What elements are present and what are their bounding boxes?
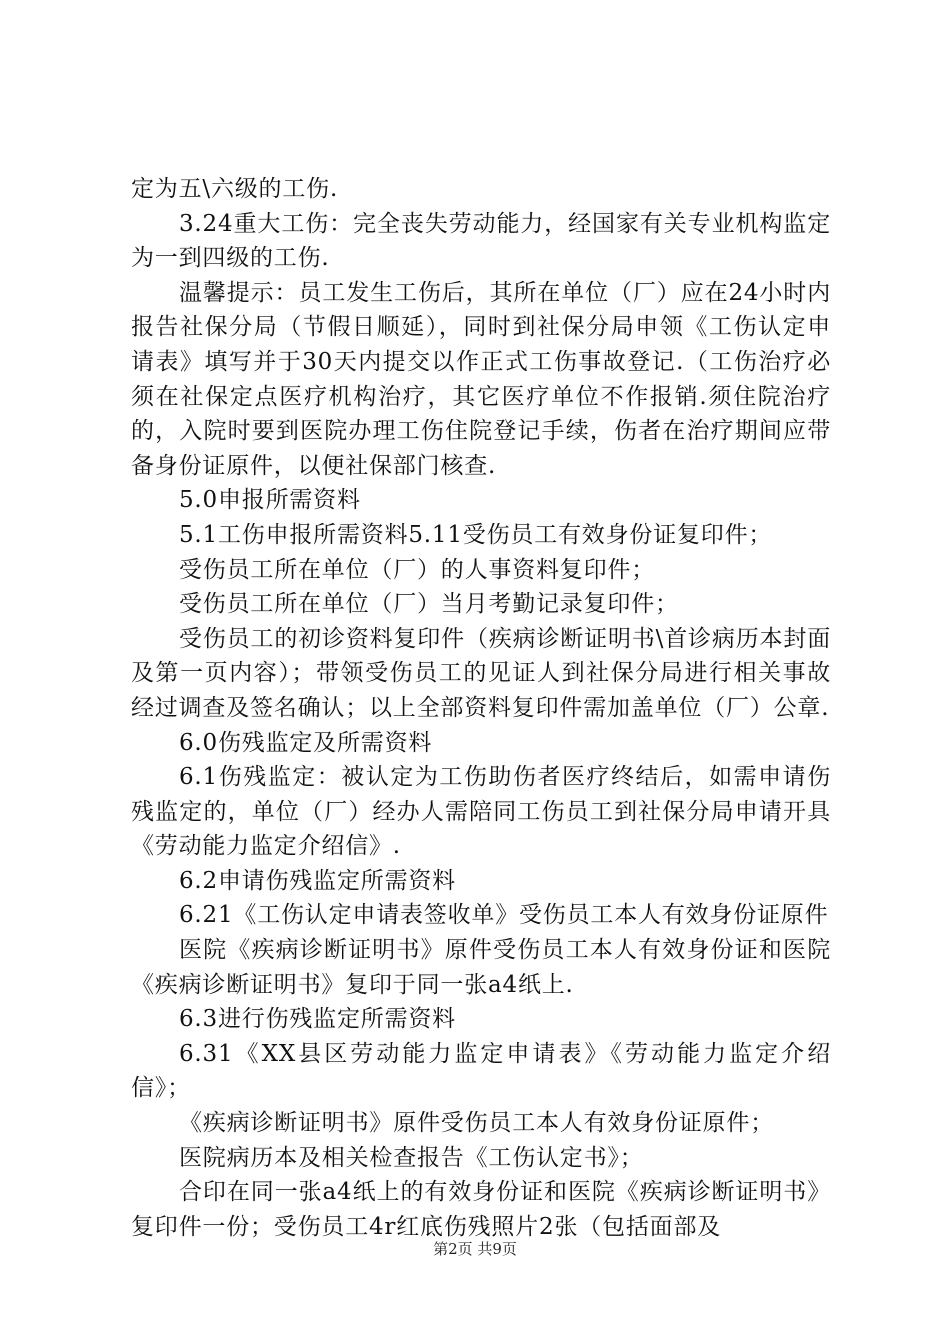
- paragraph: 受伤员工所在单位（厂）当月考勤记录复印件；: [179, 591, 679, 618]
- document-body: [131, 172, 831, 1244]
- paragraph: 医院《疾病诊断证明书》原件受伤员工本人有效身份证和医院《疾病诊断证明书》复印于同一张a4纸上.: [131, 937, 831, 998]
- page-number: 第2页 共9页: [433, 1240, 517, 1258]
- paragraph: 5.1工伤申报所需资料5.11受伤员工有效身份证复印件；: [179, 521, 773, 548]
- paragraph: 合印在同一张a4纸上的有效身份证和医院《疾病诊断证明书》复印件一份；受伤员工4r红底伤残照片2张（包括面部及: [131, 1179, 831, 1240]
- paragraph: 6.21《工伤认定申请表签收单》受伤员工本人有效身份证原件: [179, 902, 829, 929]
- paragraph: 医院病历本及相关检查报告《工伤认定书》；: [179, 1144, 644, 1171]
- paragraph: 《疾病诊断证明书》原件受伤员工本人有效身份证原件；: [179, 1110, 774, 1137]
- paragraph: 受伤员工的初诊资料复印件（疾病诊断证明书\首诊病历本封面及第一页内容）；带领受伤员工的见证人到社保分局进行相关事故经过调查及签名确认；以上全部资料复印件需加盖单位（厂）公章.: [131, 625, 831, 721]
- paragraph: 6.31《XX县区劳动能力监定申请表》《劳动能力监定介绍信》；: [131, 1040, 831, 1102]
- section-heading: 6.0伤残监定及所需资料: [179, 729, 433, 756]
- section-heading: 6.3进行伤残监定所需资料: [179, 1006, 456, 1033]
- paragraph: 温馨提示：员工发生工伤后，其所在单位（厂）应在24小时内报告社保分局（节假日顺延），同时到社保分局申领《工伤认定申请表》填写并于30天内提交以作正式工伤事故登记.（工伤治疗必须在社保定点医疗机构治疗，其它医疗单位不作报销.须住院治疗的，入院时要到医院办理工伤住院登记手续，伤者在治疗期间应带备身份证原件，以便社保部门核查.: [131, 279, 831, 479]
- paragraph: 3.24重大工伤：完全丧失劳动能力，经国家有关专业机构监定为一到四级的工伤.: [131, 210, 831, 272]
- paragraph: 6.1伤残监定：被认定为工伤助伤者医疗终结后，如需申请伤残监定的，单位（厂）经办人需陪同工伤员工到社保分局申请开具《劳动能力监定介绍信》.: [131, 764, 831, 860]
- section-heading: 6.2申请伤残监定所需资料: [179, 867, 456, 894]
- paragraph: 受伤员工所在单位（厂）的人事资料复印件；: [179, 556, 655, 583]
- paragraph: 定为五\六级的工伤.: [131, 176, 339, 202]
- section-heading: 5.0申报所需资料: [179, 487, 361, 514]
